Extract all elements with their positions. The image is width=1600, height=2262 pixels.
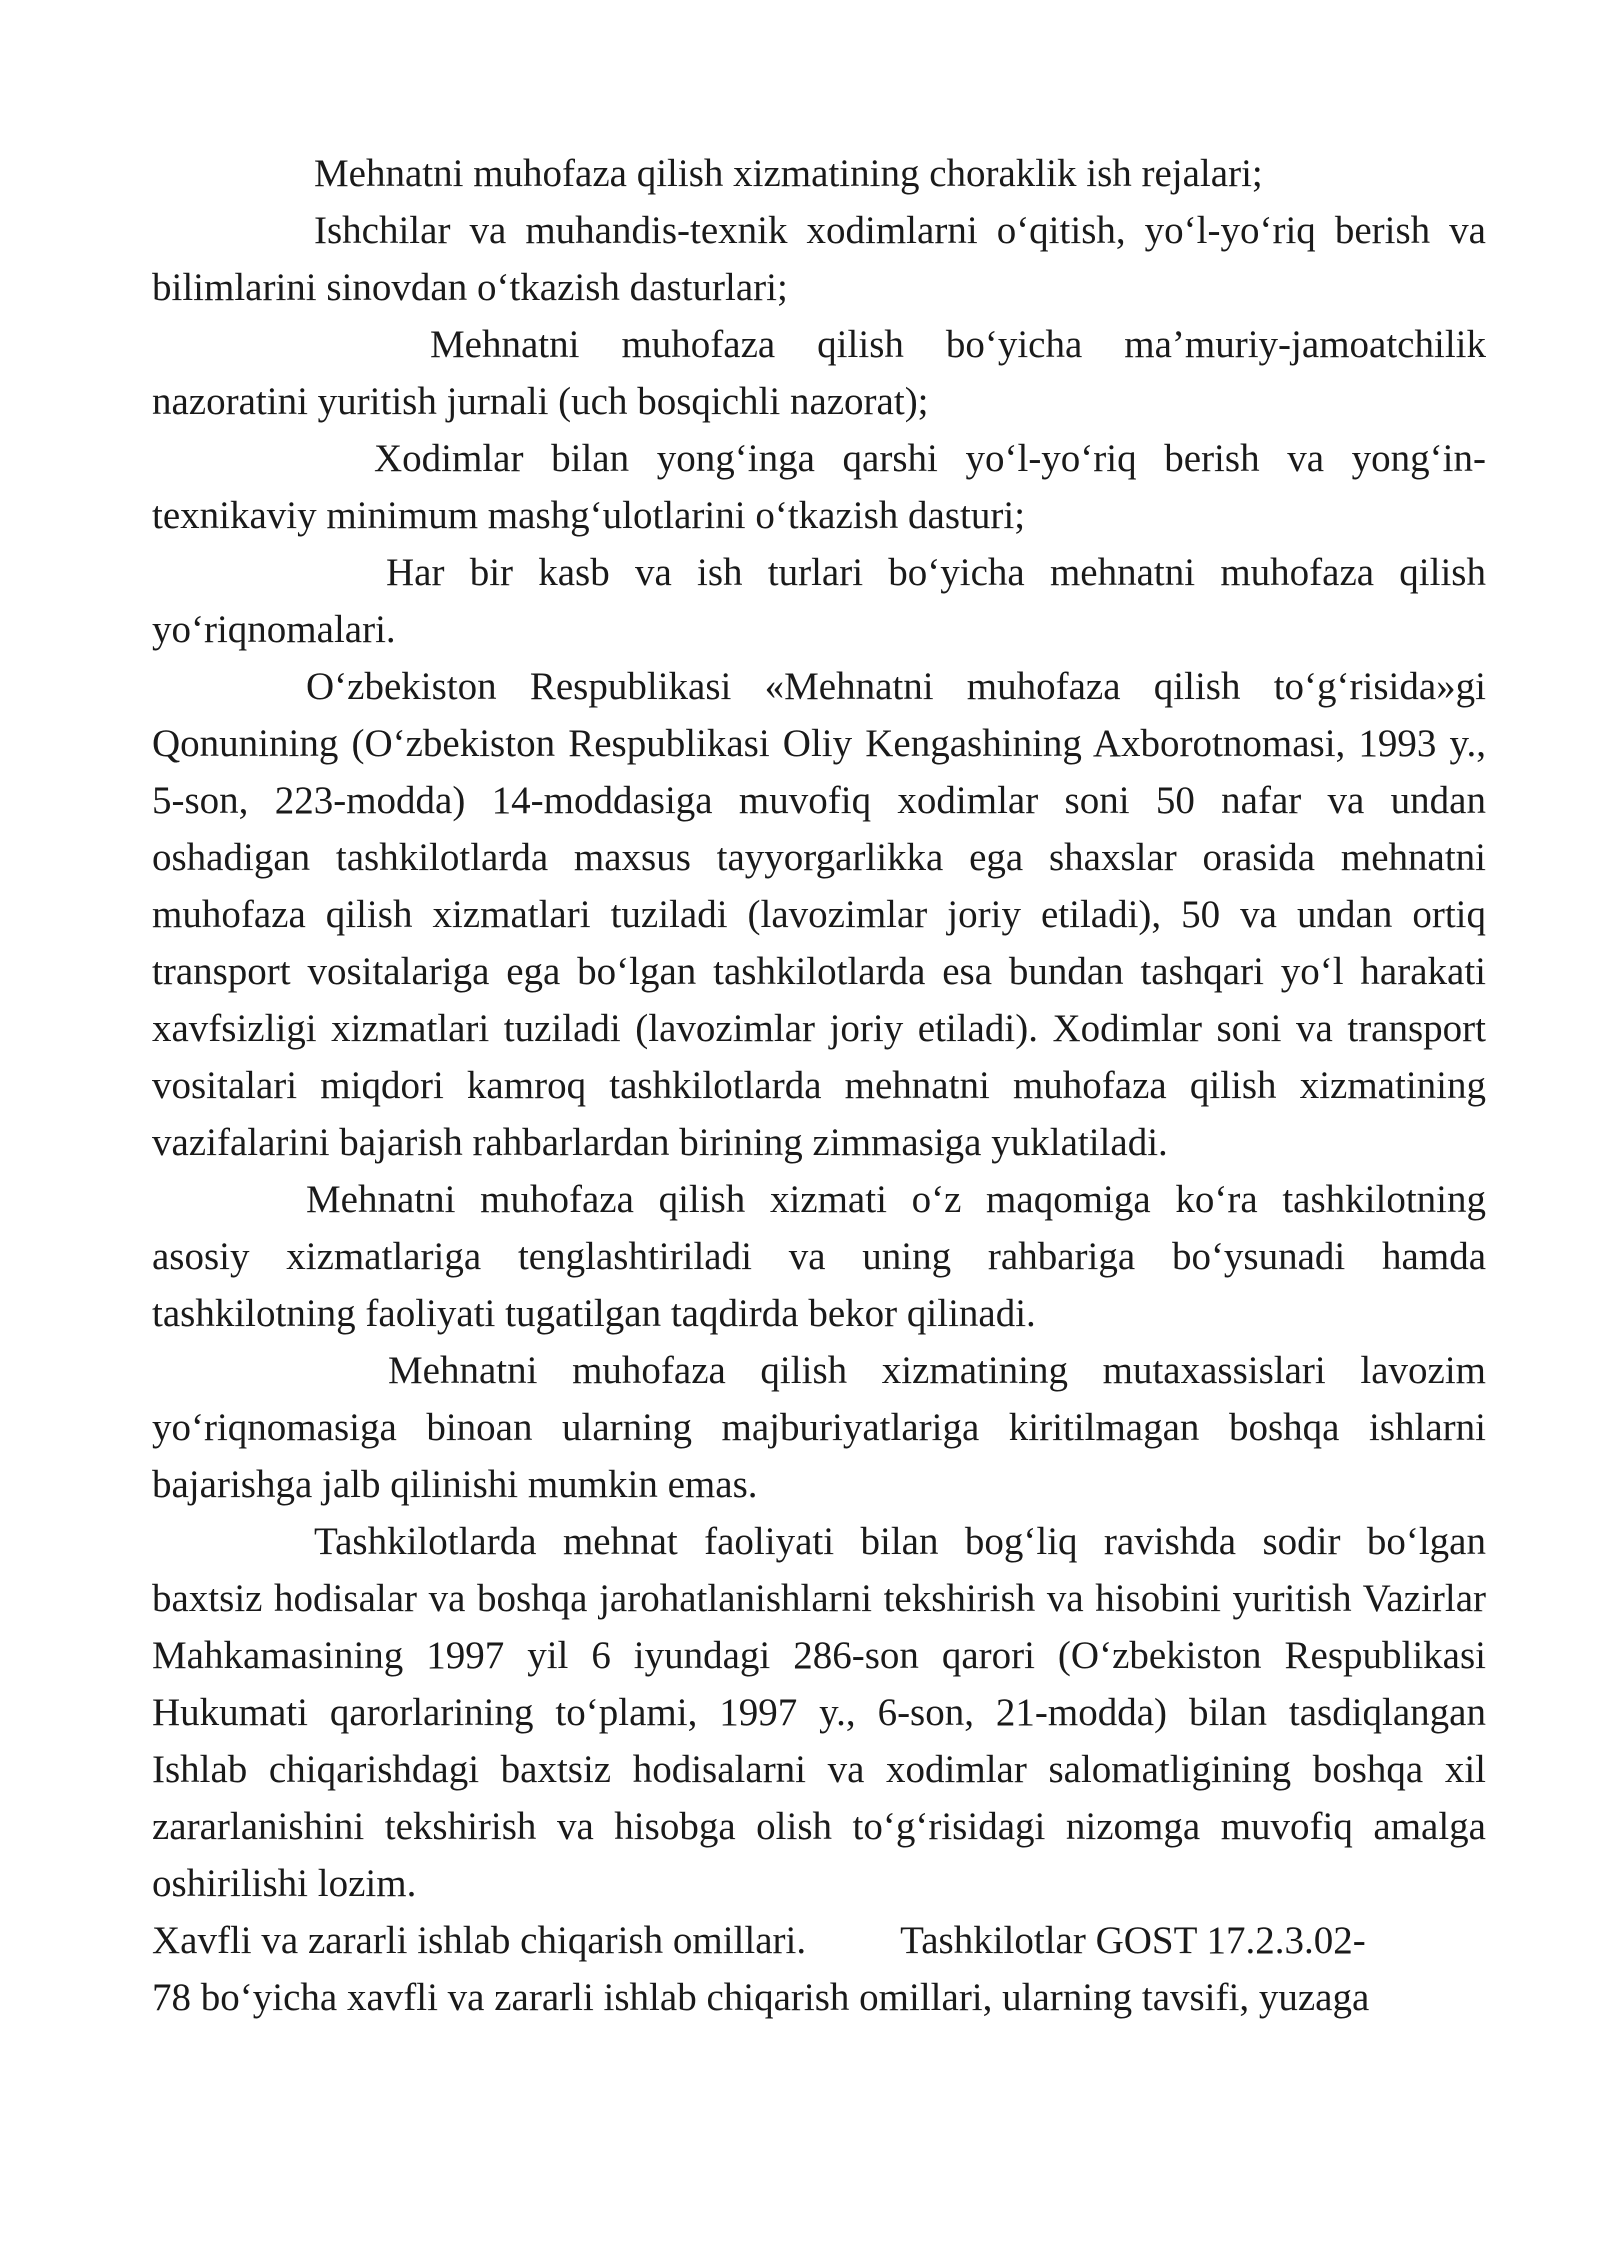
hazard-text-line2: 78 bo‘yicha xavfli va zararli ishlab chiqarish omillari, ularning tavsifi, yuzaga <box>152 1976 1370 2019</box>
paragraph-training-programs: Ishchilar va muhandis-texnik xodimlarni o‘qitish, yo‘l-yo‘riq berish va bilimlarini sinovdan o‘tkazish dasturlari; <box>152 209 1486 309</box>
paragraph-service-status: Mehnatni muhofaza qilish xizmati o‘z maqomiga ko‘ra tashkilotning asosiy xizmatlariga tenglashtiriladi va uning rahbariga bo‘ysunadi hamda tashkilotning faoliyati tugatilgan taqdirda bekor qilinadi. <box>152 1178 1486 1335</box>
paragraph-accident-investigation: Tashkilotlarda mehnat faoliyati bilan bog‘liq ravishda sodir bo‘lgan baxtsiz hodisalar va boshqa jarohatlanishlarni tekshirish va hisobini yuritish Vazirlar Mahkamasining 1997 yil 6 iyundagi 286-son qarori (O‘zbekiston Respublikasi Hukumati qarorlarining to‘plami, 1997 y., 6-son, 21-modda) bilan tasdiqlangan Ishlab chiqarishdagi baxtsiz hodisalarni va xodimlar salomatligining boshqa xil zararlanishini tekshirish va hisobga olish to‘g‘risidagi nizomga muvofiq amalga oshirilishi lozim. <box>152 1520 1486 1905</box>
paragraph-control-journal: Mehnatni muhofaza qilish bo‘yicha ma’muriy-jamoatchilik nazoratini yuritish jurnali (uch bosqichli nazorat); <box>152 323 1486 423</box>
paragraph-safety-instructions: Har bir kasb va ish turlari bo‘yicha mehnatni muhofaza qilish yo‘riqnomalari. <box>152 551 1486 651</box>
document-page <box>152 145 1486 2026</box>
paragraph-law-reference: O‘zbekiston Respublikasi «Mehnatni muhofaza qilish to‘g‘risida»gi Qonunining (O‘zbekiston Respublikasi Oliy Kengashining Axborotnomasi, 1993 y., 5-son, 223-modda) 14-moddasiga muvofiq xodimlar soni 50 nafar va undan oshadigan tashkilotlarda maxsus tayyorgarlikka ega shaxslar orasida mehnatni muhofaza qilish xizmatlari tuziladi (lavozimlar joriy etiladi), 50 va undan ortiq transport vositalariga ega bo‘lgan tashkilotlarda esa bundan tashqari yo‘l harakati xavfsizligi xizmatlari tuziladi (lavozimlar joriy etiladi). Xodimlar soni va transport vositalari miqdori kamroq tashkilotlarda mehnatni muhofaza qilish xizmatining vazifalarini bajarish rahbarlardan birining zimmasiga yuklatiladi. <box>152 665 1486 1164</box>
section-heading: Xavfli va zararli ishlab chiqarish omillari. <box>152 1919 807 1962</box>
paragraph-specialist-duties: Mehnatni muhofaza qilish xizmatining mutaxassislari lavozim yo‘riqnomasiga binoan ularning majburiyatlariga kiritilmagan boshqa ishlarni bajarishga jalb qilinishi mumkin emas. <box>152 1349 1486 1506</box>
paragraph-hazard-factors <box>152 1912 1486 2026</box>
paragraph-fire-safety-program: Xodimlar bilan yong‘inga qarshi yo‘l-yo‘riq berish va yong‘in-texnikaviy minimum mashg‘ulotlarini o‘tkazish dasturi; <box>152 437 1486 537</box>
hazard-text-line1: Tashkilotlar GOST 17.2.3.02- <box>900 1919 1366 1962</box>
paragraph-quarterly-plans: Mehnatni muhofaza qilish xizmatining choraklik ish rejalari; <box>314 152 1263 195</box>
